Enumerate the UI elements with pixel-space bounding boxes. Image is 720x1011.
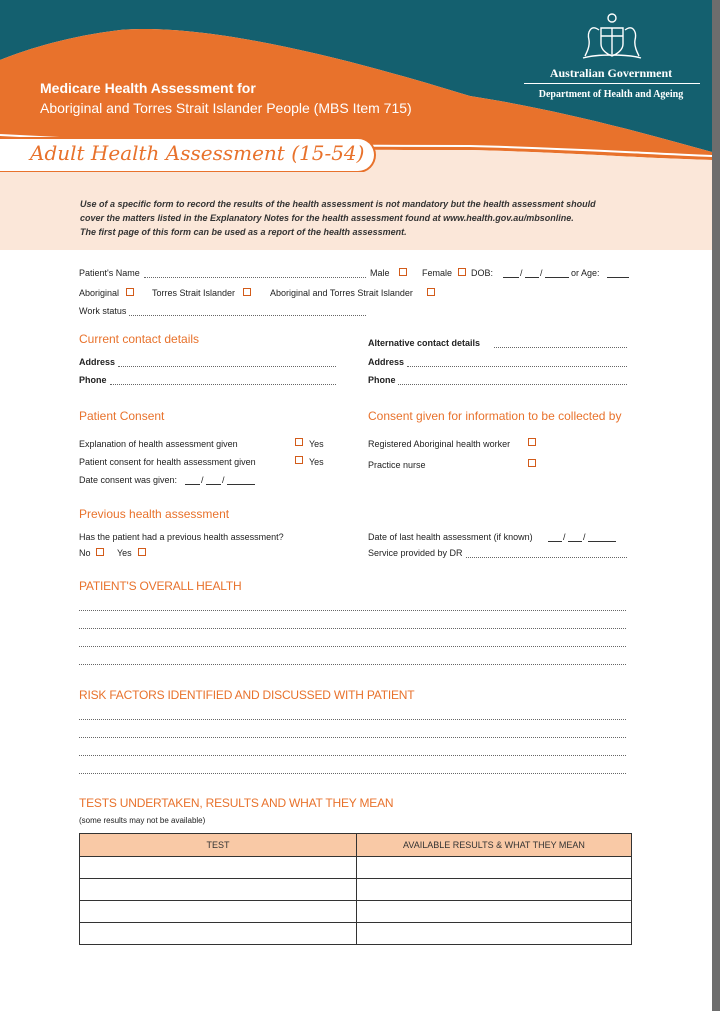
patient-consent-label: Patient consent for health assessment given bbox=[79, 457, 256, 467]
risk-factors-heading: RISK FACTORS IDENTIFIED AND DISCUSSED WITH PATIENT bbox=[79, 688, 415, 702]
table-header-row bbox=[80, 834, 632, 857]
result-cell[interactable] bbox=[357, 879, 632, 901]
both-label: Aboriginal and Torres Strait Islander bbox=[270, 288, 413, 298]
tsi-checkbox[interactable] bbox=[243, 288, 251, 296]
consent-heading: Patient Consent bbox=[79, 409, 165, 423]
risk-factors-line[interactable] bbox=[79, 773, 626, 774]
risk-factors-line[interactable] bbox=[79, 719, 626, 720]
worker-checkbox[interactable] bbox=[528, 438, 536, 446]
previous-heading: Previous health assessment bbox=[79, 507, 230, 521]
alt-phone-label: Phone bbox=[368, 375, 396, 385]
risk-factors-line[interactable] bbox=[79, 737, 626, 738]
page-edge bbox=[712, 0, 720, 1011]
patient-name-label: Patient's Name bbox=[79, 268, 140, 278]
provided-by-field[interactable] bbox=[466, 557, 627, 558]
current-contact-heading: Current contact details bbox=[79, 332, 200, 346]
date-separator: / bbox=[222, 475, 225, 485]
female-label: Female bbox=[422, 268, 453, 278]
previous-yes-checkbox[interactable] bbox=[138, 548, 146, 556]
date-separator: / bbox=[583, 532, 586, 542]
department-name: Department of Health and Ageing bbox=[538, 89, 684, 100]
consent-day-field[interactable] bbox=[185, 484, 200, 485]
dob-separator: / bbox=[520, 268, 523, 278]
date-separator: / bbox=[563, 532, 566, 542]
overall-health-line[interactable] bbox=[79, 610, 626, 611]
alt-phone-field[interactable] bbox=[398, 384, 627, 385]
consent-month-field[interactable] bbox=[206, 484, 221, 485]
work-status-label: Work status bbox=[79, 306, 127, 316]
phone-label: Phone bbox=[79, 375, 107, 385]
table-row bbox=[80, 879, 632, 901]
last-day-field[interactable] bbox=[548, 541, 562, 542]
intro-line: The first page of this form can be used as a report of the health assessment. bbox=[80, 227, 407, 237]
banner-title: Adult Health Assessment (15-54) bbox=[30, 141, 365, 165]
column-header-results: AVAILABLE RESULTS & WHAT THEY MEAN bbox=[357, 834, 632, 857]
government-name: Australian Government bbox=[549, 66, 673, 80]
male-checkbox[interactable] bbox=[399, 268, 407, 276]
worker-label: Registered Aboriginal health worker bbox=[368, 439, 511, 449]
consent-year-field[interactable] bbox=[227, 484, 255, 485]
patient-name-field[interactable] bbox=[144, 277, 366, 278]
tests-heading: TESTS UNDERTAKEN, RESULTS AND WHAT THEY MEAN bbox=[79, 796, 394, 810]
collected-by-heading: Consent given for information to be collected by bbox=[368, 409, 622, 423]
yes-label: Yes bbox=[117, 548, 132, 558]
dob-separator: / bbox=[540, 268, 543, 278]
government-divider bbox=[524, 83, 700, 84]
age-label: or Age: bbox=[571, 268, 600, 278]
overall-health-heading: PATIENT'S OVERALL HEALTH bbox=[79, 579, 242, 593]
intro-text bbox=[80, 197, 640, 239]
phone-field[interactable] bbox=[110, 384, 336, 385]
form-title: Medicare Health Assessment for bbox=[40, 80, 256, 96]
tests-table bbox=[79, 833, 632, 945]
alt-address-label: Address bbox=[368, 357, 405, 367]
table-row bbox=[80, 857, 632, 879]
test-cell[interactable] bbox=[80, 923, 357, 945]
date-separator: / bbox=[201, 475, 204, 485]
risk-factors-line[interactable] bbox=[79, 755, 626, 756]
aboriginal-checkbox[interactable] bbox=[126, 288, 134, 296]
test-cell[interactable] bbox=[80, 857, 357, 879]
no-label: No bbox=[79, 548, 91, 558]
coat-of-arms-icon bbox=[577, 10, 647, 62]
column-header-test: TEST bbox=[80, 834, 357, 857]
dob-day-field[interactable] bbox=[503, 277, 519, 278]
address-label: Address bbox=[79, 357, 116, 367]
explanation-label: Explanation of health assessment given bbox=[79, 439, 238, 449]
result-cell[interactable] bbox=[357, 857, 632, 879]
table-row bbox=[80, 923, 632, 945]
address-field[interactable] bbox=[118, 366, 336, 367]
last-year-field[interactable] bbox=[588, 541, 616, 542]
aboriginal-label: Aboriginal bbox=[79, 288, 120, 298]
both-checkbox[interactable] bbox=[427, 288, 435, 296]
dob-year-field[interactable] bbox=[545, 277, 569, 278]
work-status-field[interactable] bbox=[129, 315, 366, 316]
test-cell[interactable] bbox=[80, 879, 357, 901]
female-checkbox[interactable] bbox=[458, 268, 466, 276]
explanation-checkbox[interactable] bbox=[295, 438, 303, 446]
overall-health-line[interactable] bbox=[79, 664, 626, 665]
tests-note: (some results may not be available) bbox=[79, 816, 206, 825]
tsi-label: Torres Strait Islander bbox=[152, 288, 236, 298]
previous-question: Has the patient had a previous health assessment? bbox=[79, 532, 284, 542]
dob-month-field[interactable] bbox=[525, 277, 539, 278]
intro-line: cover the matters listed in the Explanatory Notes for the health assessment found at www.health.gov.au/mbsonline. bbox=[80, 213, 574, 223]
nurse-label: Practice nurse bbox=[368, 460, 426, 470]
overall-health-line[interactable] bbox=[79, 628, 626, 629]
form-subtitle: Aboriginal and Torres Strait Islander People (MBS Item 715) bbox=[40, 100, 412, 116]
alt-address-field[interactable] bbox=[407, 366, 627, 367]
alt-contact-heading: Alternative contact details bbox=[368, 338, 481, 348]
male-label: Male bbox=[370, 268, 390, 278]
explanation-yes-label: Yes bbox=[309, 439, 324, 449]
consent-yes-label: Yes bbox=[309, 457, 324, 467]
table-row bbox=[80, 901, 632, 923]
result-cell[interactable] bbox=[357, 923, 632, 945]
date-consent-label: Date consent was given: bbox=[79, 475, 178, 485]
result-cell[interactable] bbox=[357, 901, 632, 923]
test-cell[interactable] bbox=[80, 901, 357, 923]
consent-checkbox[interactable] bbox=[295, 456, 303, 464]
dob-label: DOB: bbox=[471, 268, 494, 278]
alt-contact-field[interactable] bbox=[494, 347, 627, 348]
intro-line: Use of a specific form to record the results of the health assessment is not mandatory but the health assessment should bbox=[80, 199, 596, 209]
provided-by-label: Service provided by DR bbox=[368, 548, 463, 558]
age-field[interactable] bbox=[607, 277, 629, 278]
previous-no-checkbox[interactable] bbox=[96, 548, 104, 556]
nurse-checkbox[interactable] bbox=[528, 459, 536, 467]
overall-health-line[interactable] bbox=[79, 646, 626, 647]
last-assessment-label: Date of last health assessment (if known) bbox=[368, 532, 533, 542]
last-month-field[interactable] bbox=[568, 541, 582, 542]
